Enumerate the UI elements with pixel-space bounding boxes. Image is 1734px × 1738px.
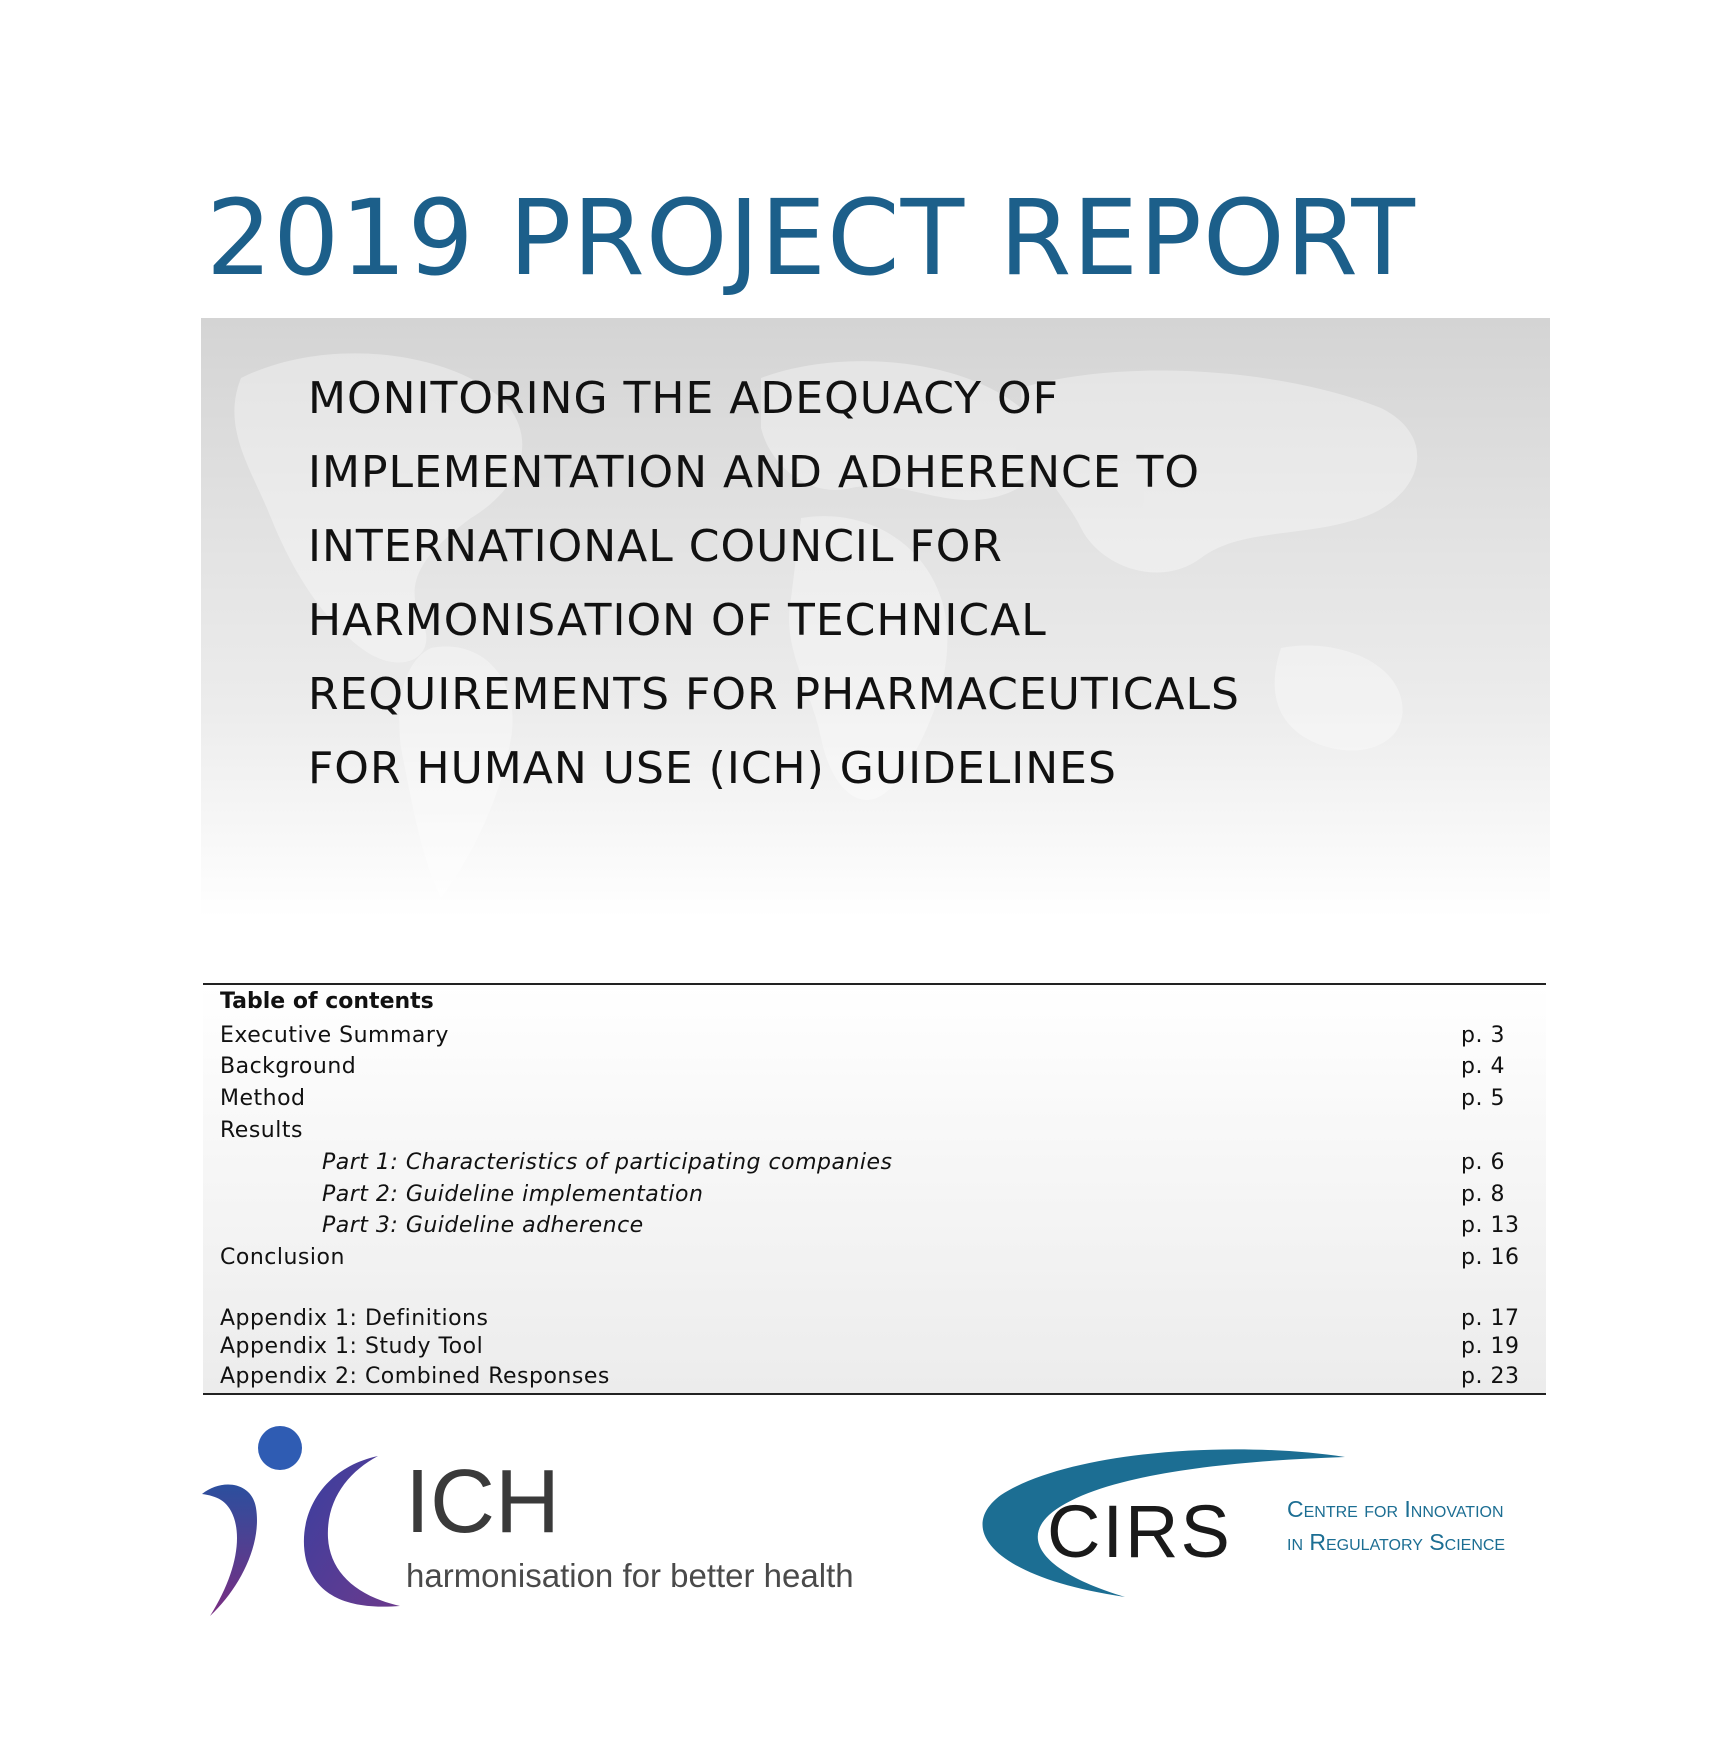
toc-entry-appendix-definitions[interactable] (220, 1304, 1526, 1334)
toc-entry-part-3[interactable] (220, 1211, 1526, 1241)
cirs-name-line-2: in Regulatory Science (1287, 1529, 1506, 1555)
toc-entry-label: Results (220, 1118, 303, 1143)
toc-entry-label: Appendix 1: Definitions (220, 1306, 489, 1331)
toc-entry-page: p. 5 (1461, 1086, 1505, 1111)
cirs-logo-graphic (975, 1445, 1535, 1605)
report-title: 2019 PROJECT REPORT (206, 177, 1416, 299)
toc-heading: Table of contents (220, 989, 434, 1014)
toc-entry-page: p. 16 (1461, 1245, 1520, 1270)
ich-tagline: harmonisation for better health (406, 1557, 854, 1594)
toc-entry-background[interactable] (220, 1052, 1526, 1082)
toc-entry-label: Background (220, 1054, 357, 1079)
toc-entry-appendix-combined-responses[interactable] (220, 1362, 1526, 1392)
toc-entry-page: p. 6 (1461, 1150, 1505, 1175)
subtitle-line: MONITORING THE ADEQUACY OF (308, 373, 1059, 424)
cirs-name-line-1: Centre for Innovation (1287, 1496, 1504, 1522)
toc-entry-page: p. 3 (1461, 1023, 1505, 1048)
report-subtitle (308, 362, 1528, 806)
subtitle-line: FOR HUMAN USE (ICH) GUIDELINES (308, 743, 1117, 794)
toc-entry-results[interactable] (220, 1116, 1526, 1146)
subtitle-line: HARMONISATION OF TECHNICAL (308, 595, 1047, 646)
toc-entry-conclusion[interactable] (220, 1243, 1526, 1273)
toc-entry-page: p. 19 (1461, 1334, 1520, 1359)
toc-entry-method[interactable] (220, 1084, 1526, 1114)
toc-entry-label: Part 1: Characteristics of participating companies (322, 1150, 893, 1175)
toc-entry-part-2[interactable] (220, 1180, 1526, 1210)
subtitle-line: IMPLEMENTATION AND ADHERENCE TO (308, 447, 1201, 498)
toc-entry-label: Conclusion (220, 1245, 345, 1270)
cirs-wordmark: CIRS (1047, 1490, 1232, 1573)
subtitle-line: INTERNATIONAL COUNCIL FOR (308, 521, 1003, 572)
ich-wordmark: ICH (405, 1452, 560, 1552)
toc-entry-label: Appendix 2: Combined Responses (220, 1364, 610, 1389)
toc-entry-page: p. 17 (1461, 1306, 1520, 1331)
toc-entry-label: Method (220, 1086, 306, 1111)
cirs-logo (975, 1445, 1535, 1605)
toc-entry-label: Executive Summary (220, 1023, 449, 1048)
toc-entry-label: Appendix 1: Study Tool (220, 1334, 484, 1359)
ich-logo (200, 1420, 920, 1620)
toc-entry-label: Part 2: Guideline implementation (322, 1182, 704, 1207)
toc-entry-appendix-study-tool[interactable] (220, 1332, 1526, 1362)
toc-entry-page: p. 13 (1461, 1213, 1520, 1238)
toc-entry-page: p. 4 (1461, 1054, 1505, 1079)
toc-entry-page: p. 8 (1461, 1182, 1505, 1207)
toc-entry-executive-summary[interactable] (220, 1021, 1526, 1051)
toc-entry-page: p. 23 (1461, 1364, 1520, 1389)
toc-entry-label: Part 3: Guideline adherence (322, 1213, 644, 1238)
toc-entry-part-1[interactable] (220, 1148, 1526, 1178)
subtitle-line: REQUIREMENTS FOR PHARMACEUTICALS (308, 669, 1240, 720)
table-of-contents (203, 983, 1546, 1395)
ich-logo-graphic (200, 1420, 920, 1620)
